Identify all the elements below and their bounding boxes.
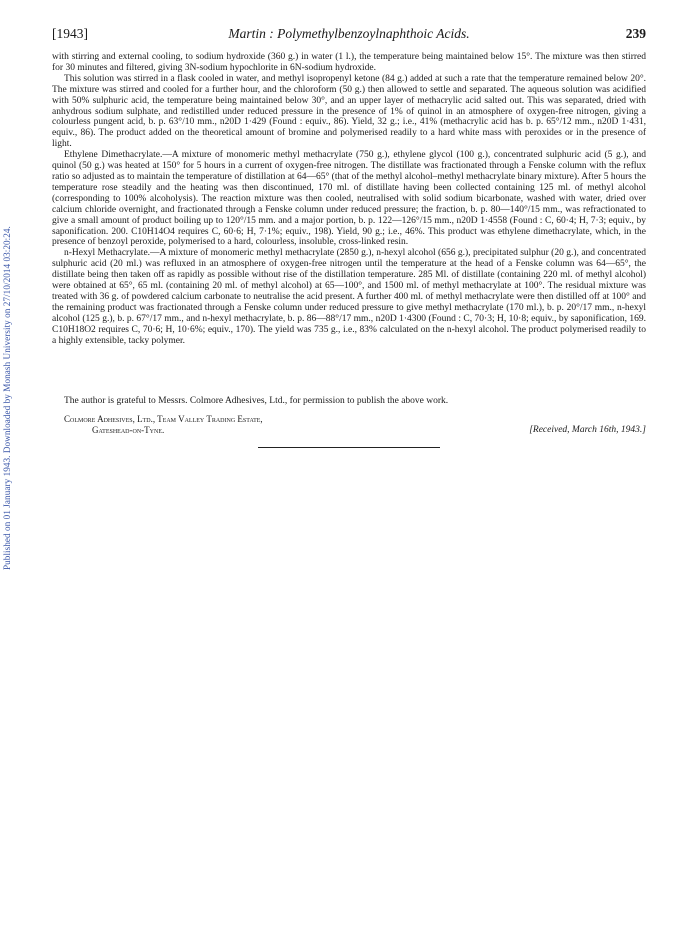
address-line-1: Colmore Adhesives, Ltd., Team Valley Trading Estate, bbox=[64, 414, 263, 424]
page-number: 239 bbox=[625, 26, 646, 41]
volume-year: [1943] bbox=[52, 26, 88, 41]
article-body bbox=[52, 52, 646, 346]
page-header bbox=[52, 26, 646, 42]
paragraph-methacrylic-acid: This solution was stirred in a flask cooled in water, and methyl isopropenyl ketone (84 g.) added at such a rate that the temperature remained below 20°. The mixture was stirred and cooled for a further hour, and the chloroform (50 g.) then allowed to settle and separated. The aqueous solution was acidified with 50% sulphuric acid, the temperature being maintained below 30°, and an upper layer of methacrylic acid salted out. This was separated, dried with anhydrous sodium sulphate, and redistilled under reduced pressure in the presence of 1% of quinol in an atmosphere of oxygen-free nitrogen, giving a colourless pungent acid, b. p. 63°/10 mm., n20D 1·429 (Found : equiv., 86). Yield, 32 g.; i.e., 41% (methacrylic acid has b. p. 65°/12 mm., n20D 1·431, equiv., 86). The product added on the theoretical amount of bromine and polymerised readily to a hard white mass with peroxides or in the presence of light. bbox=[52, 73, 646, 150]
download-watermark-text: Published on 01 January 1943. Downloaded by Monash University on 27/10/2014 03:20:24. bbox=[2, 226, 12, 570]
author-address bbox=[64, 414, 263, 436]
received-date: [Received, March 16th, 1943.] bbox=[529, 425, 646, 435]
paragraph-ethylene-dimethacrylate: Ethylene Dimethacrylate.—A mixture of monomeric methyl methacrylate (750 g.), ethylene glycol (100 g.), concentrated sulphuric acid (5 g.), and quinol (50 g.) was heated at 150° for 5 hours in a current of oxygen-free nitrogen. The distillate was fractionated through a Fenske column with the reflux ratio so adjusted as to maintain the temperature of distillation at 64—65° (that of the methyl alcohol–methyl methacrylate binary mixture). After 5 hours the temperature rose steadily and the heating was then discontinued, 170 ml. of distillate having been collected containing 125 ml. of methyl alcohol (corresponding to 100% alcoholysis). The reaction mixture was then cooled, neutralised with solid sodium bicarbonate, washed with water, dried over calcium chloride overnight, and fractionated through a Fenske column under reduced pressure; the fraction, b. p. 80—140°/15 mm., was refractionated to give a small amount of product boiling up to 120°/15 mm. and a major portion, b. p. 122—126°/15 mm., n20D 1·4558 (Found : C, 60·4; H, 7·3; equiv., by saponification. 200. C10H14O4 requires C, 60·6; H, 7·1%; equiv., 198). Yield, 90 g.; i.e., 46%. This product was ethylene dimethacrylate, which, in the presence of benzoyl peroxide, polymerised to a hard, colourless, insoluble, cross-linked resin. bbox=[52, 150, 646, 248]
paragraph-hypochlorite: with stirring and external cooling, to sodium hydroxide (360 g.) in water (1 l.), the temperature being maintained below 15°. The mixture was then stirred for 30 minutes and filtered, giving 3N-sodium hypochlorite in 6N-sodium hydroxide. bbox=[52, 52, 646, 73]
acknowledgement bbox=[52, 396, 646, 407]
running-title: Martin : Polymethylbenzoylnaphthoic Acids. bbox=[228, 26, 470, 41]
download-watermark bbox=[2, 175, 16, 570]
paragraph-hexyl-methacrylate: n-Hexyl Methacrylate.—A mixture of monomeric methyl methacrylate (2850 g.), n-hexyl alcohol (656 g.), precipitated sulphur (20 g.), and concentrated sulphuric acid (20 ml.) was refluxed in an atmosphere of oxygen-free nitrogen until the temperature at the head of a Fenske column was 64—65°, the distillate being then taken off as rapidly as possible without rise of the distillation temperature. 285 Ml. of distillate (containing 220 ml. of methyl alcohol) were obtained at 65°, 65 ml. (containing 20 ml. of methyl alcohol) at 65—100°, and 1500 ml. of methyl methacrylate at 100°. The residual mixture was treated with 36 g. of powdered calcium carbonate to neutralise the acid present. A further 400 ml. of methyl methacrylate were then distilled off at 100° and the remaining product was fractionated through a Fenske column under reduced pressure to give methyl methacrylate (170 ml.), b. p. 20°/17 mm., n-hexyl alcohol (125 g.), b. p. 67°/17 mm., and n-hexyl methacrylate, b. p. 86—88°/17 mm., n20D 1·4300 (Found : C, 70·3; H, 10·8; equiv., by saponification, 169. C10H18O2 requires C, 70·6; H, 10·6%; equiv., 170). The yield was 735 g., i.e., 83% calculated on the n-hexyl alcohol. The product polymerised readily to a highly extensible, tacky polymer. bbox=[52, 248, 646, 346]
address-line-2: Gateshead-on-Tyne. bbox=[92, 425, 165, 435]
end-rule bbox=[258, 447, 440, 448]
acknowledgement-text: The author is grateful to Messrs. Colmore Adhesives, Ltd., for permission to publish the above work. bbox=[64, 396, 449, 406]
